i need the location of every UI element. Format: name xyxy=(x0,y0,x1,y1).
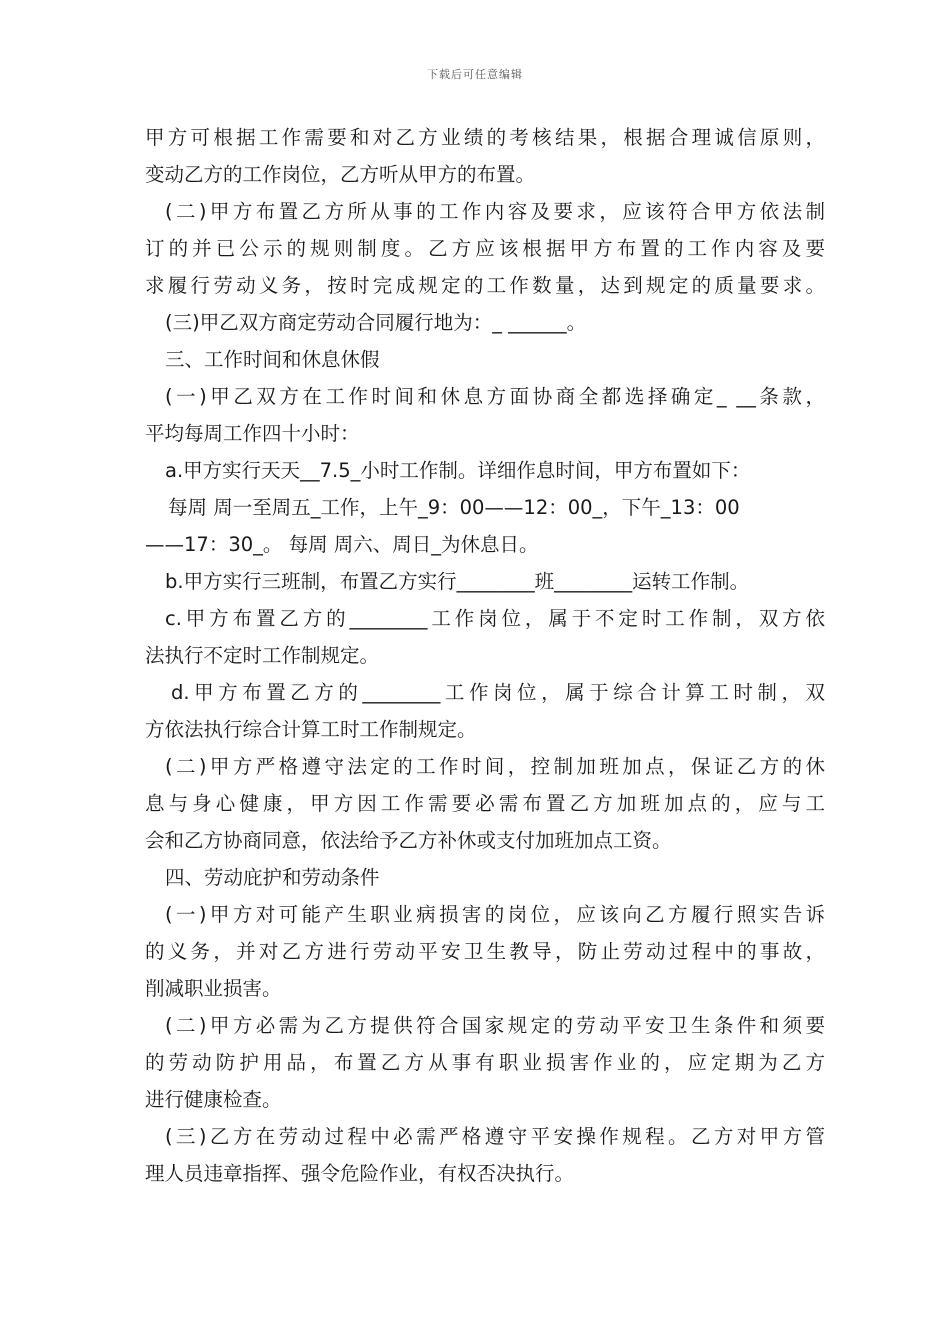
text-line: a.甲方实行天天__7.5_小时工作制。详细作息时间，甲方布置如下： xyxy=(165,459,751,482)
text-line: (一)甲乙双方在工作时间和休息方面协商全都选择确定_ __条款， xyxy=(165,385,825,408)
text-line: 订的并已公示的规则制度。乙方应该根据甲方布置的工作内容及要 xyxy=(145,237,825,260)
text-line: 削减职业损害。 xyxy=(145,977,282,1000)
text-line: 法执行不定时工作制规定。 xyxy=(145,644,380,667)
text-line: 变动乙方的工作岗位，乙方听从甲方的布置。 xyxy=(145,163,536,186)
text-line: (二)甲方必需为乙方提供符合国家规定的劳动平安卫生条件和须要 xyxy=(165,1014,825,1037)
text-line: (三)甲乙双方商定劳动合同履行地为：_ ______。 xyxy=(165,311,587,334)
page-header: 下载后可任意编辑 xyxy=(427,68,523,81)
text-line: ——17：30_。 每周 周六、周日_为休息日。 xyxy=(145,533,539,556)
text-line: 方依法执行综合计算工时工作制规定。 xyxy=(145,718,477,741)
text-line: 息与身心健康，甲方因工作需要必需布置乙方加班加点的，应与工 xyxy=(145,792,825,815)
text-line: b.甲方实行三班制，布置乙方实行________班________运转工作制。 xyxy=(165,570,750,593)
text-line: 四、劳动庇护和劳动条件 xyxy=(165,866,380,889)
text-line: (三)乙方在劳动过程中必需严格遵守平安操作规程。乙方对甲方管 xyxy=(165,1125,825,1148)
text-line: (二)甲方布置乙方所从事的工作内容及要求，应该符合甲方依法制 xyxy=(165,200,825,223)
text-line: 的劳动防护用品，布置乙方从事有职业损害作业的，应定期为乙方 xyxy=(145,1051,825,1074)
text-line: 的义务，并对乙方进行劳动平安卫生教导，防止劳动过程中的事故， xyxy=(145,940,825,963)
text-line: (二)甲方严格遵守法定的工作时间，控制加班加点，保证乙方的休 xyxy=(165,755,825,778)
text-line: 会和乙方协商同意，依法给予乙方补休或支付加班加点工资。 xyxy=(145,829,672,852)
document-body xyxy=(145,119,825,1192)
text-line: 三、工作时间和休息休假 xyxy=(165,348,380,371)
text-line: 每周 周一至周五_工作，上午_9：00——12：00_，下午_13：00 xyxy=(168,496,740,519)
text-line: 甲方可根据工作需要和对乙方业绩的考核结果，根据合理诚信原则， xyxy=(145,126,825,149)
text-line: 平均每周工作四十小时： xyxy=(145,422,360,445)
text-line: d.甲方布置乙方的________工作岗位，属于综合计算工时制，双 xyxy=(171,681,825,704)
text-line: (一)甲方对可能产生职业病损害的岗位，应该向乙方履行照实告诉 xyxy=(165,903,825,926)
text-line: 进行健康检查。 xyxy=(145,1088,282,1111)
text-line: 理人员违章指挥、强令危险作业，有权否决执行。 xyxy=(145,1162,575,1185)
text-line: 求履行劳动义务，按时完成规定的工作数量，达到规定的质量要求。 xyxy=(145,274,825,297)
text-line: c.甲方布置乙方的________工作岗位，属于不定时工作制，双方依 xyxy=(165,607,825,630)
